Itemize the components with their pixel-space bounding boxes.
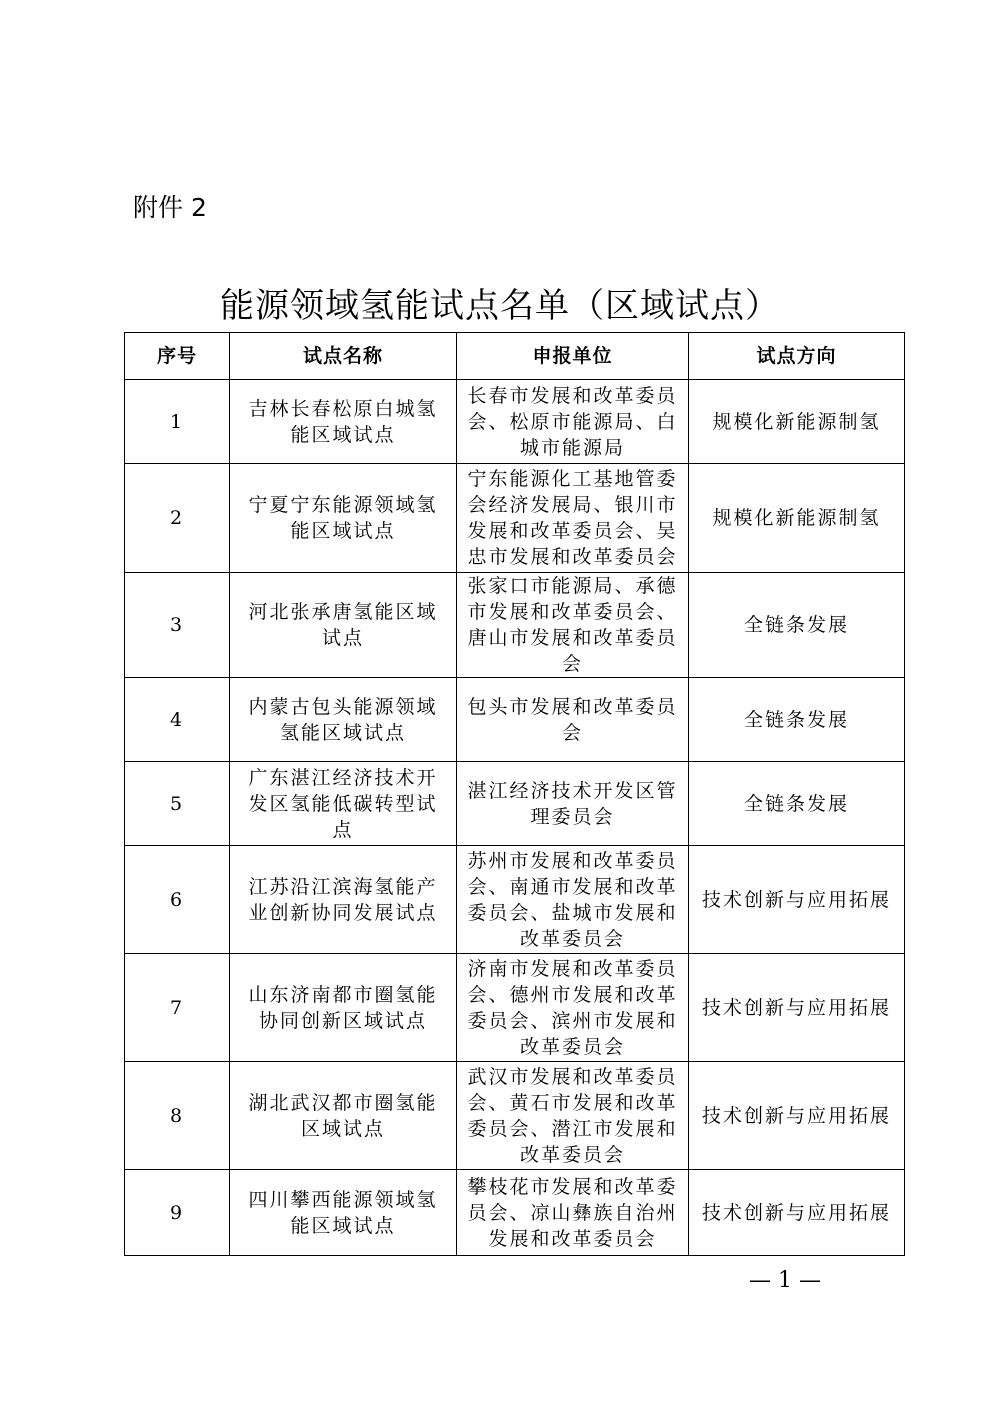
cell-direction: 技术创新与应用拓展: [689, 1170, 905, 1256]
table-row: [125, 846, 905, 954]
pilot-list-table: [124, 332, 905, 1256]
cell-unit: 宁东能源化工基地管委会经济发展局、银川市发展和改革委员会、吴忠市发展和改革委员会: [457, 464, 689, 573]
cell-name: 江苏沿江滨海氢能产业创新协同发展试点: [230, 846, 457, 954]
cell-unit: 湛江经济技术开发区管理委员会: [457, 762, 689, 846]
cell-no: 2: [125, 464, 230, 573]
table-row: [125, 954, 905, 1062]
cell-no: 8: [125, 1062, 230, 1170]
cell-name: 湖北武汉都市圈氢能区域试点: [230, 1062, 457, 1170]
cell-unit: 包头市发展和改革委员会: [457, 678, 689, 762]
cell-direction: 技术创新与应用拓展: [689, 846, 905, 954]
cell-direction: 全链条发展: [689, 762, 905, 846]
cell-no: 3: [125, 573, 230, 678]
cell-name: 山东济南都市圈氢能协同创新区域试点: [230, 954, 457, 1062]
cell-unit: 武汉市发展和改革委员会、黄石市发展和改革委员会、潜江市发展和改革委员会: [457, 1062, 689, 1170]
cell-unit: 攀枝花市发展和改革委员会、凉山彝族自治州发展和改革委员会: [457, 1170, 689, 1256]
cell-no: 4: [125, 678, 230, 762]
table-header-row: [125, 333, 905, 380]
table-row: [125, 1170, 905, 1256]
cell-unit: 长春市发展和改革委员会、松原市能源局、白城市能源局: [457, 380, 689, 464]
table-row: [125, 464, 905, 573]
cell-direction: 规模化新能源制氢: [689, 464, 905, 573]
cell-direction: 全链条发展: [689, 573, 905, 678]
cell-direction: 技术创新与应用拓展: [689, 1062, 905, 1170]
header-direction: 试点方向: [689, 333, 905, 380]
cell-name: 四川攀西能源领域氢能区域试点: [230, 1170, 457, 1256]
cell-direction: 规模化新能源制氢: [689, 380, 905, 464]
attachment-label: 附件 2: [133, 193, 207, 222]
table-row: [125, 762, 905, 846]
cell-direction: 技术创新与应用拓展: [689, 954, 905, 1062]
cell-no: 9: [125, 1170, 230, 1256]
table-row: [125, 1062, 905, 1170]
cell-no: 1: [125, 380, 230, 464]
cell-unit: 济南市发展和改革委员会、德州市发展和改革委员会、滨州市发展和改革委员会: [457, 954, 689, 1062]
header-name: 试点名称: [230, 333, 457, 380]
cell-no: 6: [125, 846, 230, 954]
cell-name: 河北张承唐氢能区域试点: [230, 573, 457, 678]
header-unit: 申报单位: [457, 333, 689, 380]
cell-unit: 苏州市发展和改革委员会、南通市发展和改革委员会、盐城市发展和改革委员会: [457, 846, 689, 954]
cell-unit: 张家口市能源局、承德市发展和改革委员会、唐山市发展和改革委员会: [457, 573, 689, 678]
cell-name: 宁夏宁东能源领域氢能区域试点: [230, 464, 457, 573]
cell-name: 内蒙古包头能源领域氢能区域试点: [230, 678, 457, 762]
header-no: 序号: [125, 333, 230, 380]
cell-direction: 全链条发展: [689, 678, 905, 762]
cell-no: 7: [125, 954, 230, 1062]
cell-name: 吉林长春松原白城氢能区域试点: [230, 380, 457, 464]
table-row: [125, 380, 905, 464]
cell-no: 5: [125, 762, 230, 846]
table-row: [125, 678, 905, 762]
table-row: [125, 573, 905, 678]
page-number: — 1 —: [749, 1268, 821, 1293]
cell-name: 广东湛江经济技术开发区氢能低碳转型试点: [230, 762, 457, 846]
document-title: 能源领域氢能试点名单（区域试点）: [220, 286, 780, 326]
